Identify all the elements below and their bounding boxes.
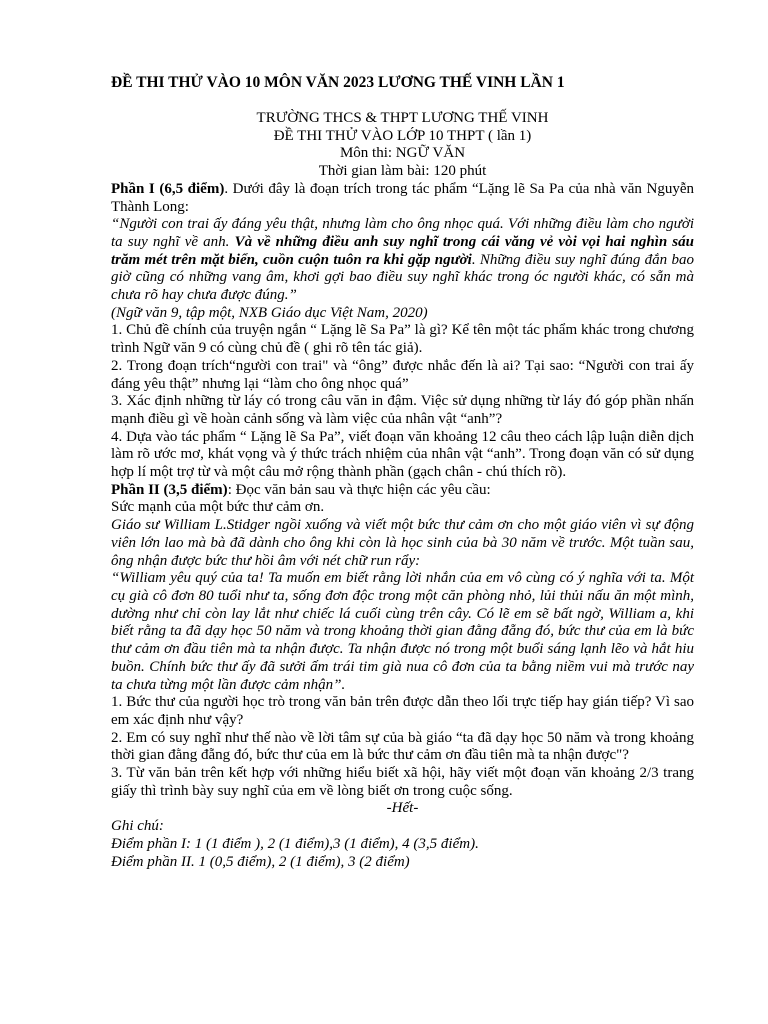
part-2-scores: Điểm phần II. 1 (0,5 điểm), 2 (1 điểm), 3 (2 điểm) (111, 853, 410, 870)
part-2-intro (111, 482, 694, 500)
letter-paragraph: “William yêu quý của ta! Ta muốn em biết rằng lời nhắn của em vô cùng có ý nghĩa với ta. Một cụ già cô đơn 80 tuổi như ta, sống đơn độc trong một căn phòng nhỏ, lủi thủi nấu ăn một mình, dường như chỉ còn lay lắt như chiếc lá cuối cùng trên cây. Có lẽ em sẽ bất ngờ, William a, khi biết rằng ta đã dạy học 50 năm và trong khoảng thời gian đằng đẵng đó, bức thư của em là bức thư cảm ơn đầu tiên mà ta nhận được. Ta nhận được nó trong một buổi sáng lạnh lẽo và hắt hiu buồn. Chính bức thư ấy đã sưởi ấm trái tim già nua cô đơn của ta bằng niềm vui mà trước nay ta chưa từng một lần được cảm nhận”. (111, 570, 694, 693)
part-1-quote (111, 216, 694, 305)
narrative-paragraph: Giáo sư William L.Stidger ngồi xuống và viết một bức thư cảm ơn cho một giáo viên vì sự động viên lớn lao mà bà đã dành cho ông khi còn là học sinh của bà 30 năm về trước. Một tuần sau, ông nhận được bức thư hồi âm với nét chữ run rẩy: (111, 517, 694, 569)
text-title: Sức mạnh của một bức thư cảm ơn. (111, 499, 325, 516)
part-1-intro-text: . Dưới đây là đoạn trích trong tác phẩm “Lặng lẽ Sa Pa của nhà văn Nguyễn Thành Long: (111, 180, 694, 215)
part-2-heading: Phần II (3,5 điểm) (111, 481, 228, 498)
part-1-intro (111, 181, 694, 216)
part-1-question-1: 1. Chủ đề chính của truyện ngắn “ Lặng lẽ Sa Pa” là gì? Kể tên một tác phẩm khác trong chương trình Ngữ văn 9 có cùng chủ đề ( ghi rõ tên tác giả). (111, 322, 694, 357)
end-mark: -Hết- (386, 800, 419, 817)
part-2-section (111, 482, 694, 801)
duration-line: Thời gian làm bài: 120 phút (318, 163, 487, 180)
part-2-question-1: 1. Bức thư của người học trò trong văn bản trên được dẫn theo lối trực tiếp hay gián tiếp? Vì sao em xác định như vậy? (111, 694, 694, 728)
quote-part-b: . Những điều suy nghĩ đúng đắn bao giờ cũng có những vang âm, khơi gợi bao điều suy nghĩ khác trong óc người khác, có sẵn mà chưa rõ hay chưa được đúng.” (111, 251, 694, 304)
part-2-question-2: 2. Em có suy nghĩ như thế nào về lời tâm sự của bà giáo “ta đã dạy học 50 năm và trong khoảng thời gian đằng đẵng đó, bức thư của em là bức thư cảm ơn đầu tiên mà ta nhận được"? (111, 729, 694, 764)
notes-label: Ghi chú: (111, 818, 164, 835)
part-1-section (111, 181, 694, 482)
part-1-question-3: 3. Xác định những từ láy có trong câu văn in đậm. Việc sử dụng những từ láy đó góp phần nhấn mạnh điều gì về hoàn cảnh sống và làm việc của nhân vật “anh”? (111, 393, 694, 427)
part-1-question-2: 2. Trong đoạn trích“người con trai" và “ông” được nhắc đến là ai? Tại sao: “Người con trai ấy đáng yêu thật” nhưng lại “làm cho ông nhọc quá” (111, 357, 694, 392)
part-2-intro-text: : Đọc văn bản sau và thực hiện các yêu cầu: (227, 481, 491, 498)
notes-section (111, 818, 694, 871)
part-1-question-4: 4. Dựa vào tác phẩm “ Lặng lẽ Sa Pa”, viết đoạn văn khoảng 12 câu theo cách lập luận diễn dịch làm rõ ước mơ, khát vọng và ý thức trách nhiệm của nhân vật “anh”. Trong đoạn văn có sử dụng hợp lí một trợ từ và một câu mở rộng thành phần (gạch chân - chú thích rõ). (111, 428, 694, 481)
exam-name: ĐỀ THI THỬ VÀO LỚP 10 THPT ( lần 1) (273, 127, 532, 144)
subject-line: Môn thi: NGỮ VĂN (339, 145, 466, 162)
school-name: TRƯỜNG THCS & THPT LƯƠNG THẾ VINH (256, 110, 549, 126)
quote-source: (Ngữ văn 9, tập một, NXB Giáo dục Việt Nam, 2020) (111, 304, 428, 321)
quote-part-a: “Người con trai ấy đáng yêu thật, nhưng làm cho ông nhọc quá. Với những điều làm cho người ta suy nghĩ về anh. (111, 216, 694, 250)
quote-bold-sentence: Và về những điều anh suy nghĩ trong cái văng vẻ vòi vọi hai nghìn sáu trăm mét trên mặt biển, cuồn cuộn tuôn ra khi gặp người (111, 233, 694, 268)
exam-header (111, 110, 694, 181)
part-1-scores: Điểm phần I: 1 (1 điểm ), 2 (1 điểm),3 (1 điểm), 4 (3,5 điểm). (111, 835, 479, 852)
part-2-question-3: 3. Từ văn bản trên kết hợp với những hiểu biết xã hội, hãy viết một đoạn văn khoảng 2/3 trang giấy thì trình bày suy nghĩ của em về lòng biết ơn trong cuộc sống. (111, 765, 694, 799)
document-title: ĐỀ THI THỬ VÀO 10 MÔN VĂN 2023 LƯƠNG THẾ VINH LẦN 1 (111, 74, 565, 91)
part-1-heading: Phần I (6,5 điểm) (111, 180, 225, 197)
